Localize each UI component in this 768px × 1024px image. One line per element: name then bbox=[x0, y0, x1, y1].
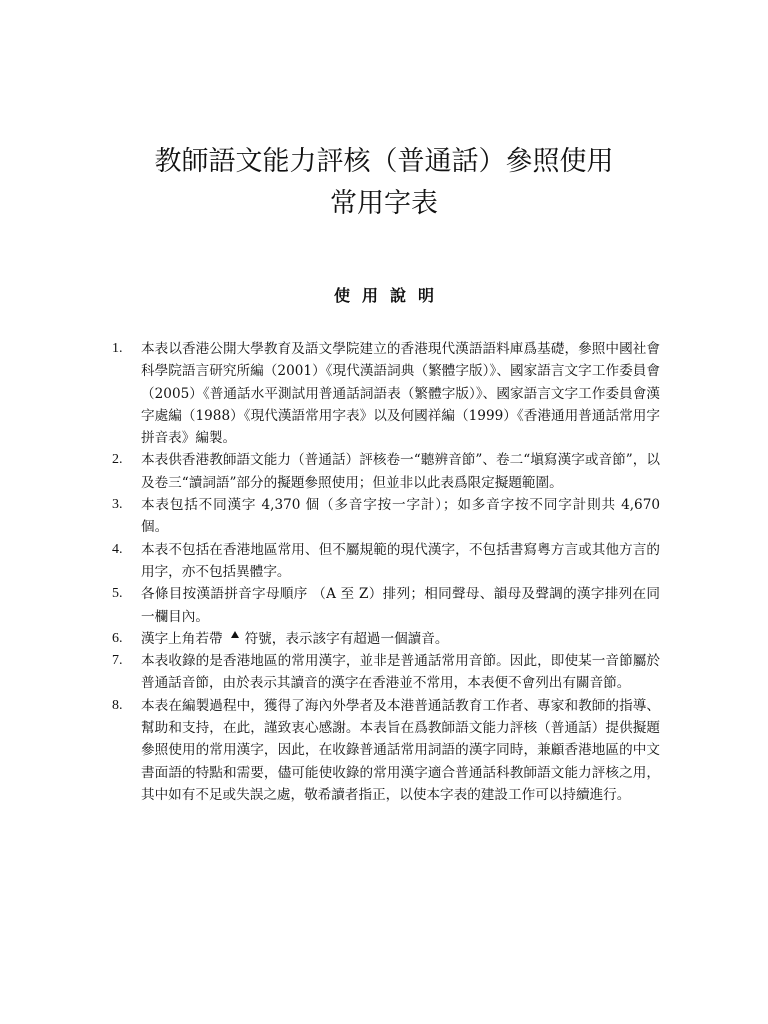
section-heading: 使用說明 bbox=[333, 286, 446, 305]
item-number: 6. bbox=[112, 630, 123, 646]
item-text: 本表不包括在香港地區常用、但不屬規範的現代漢字，不包括書寫粵方言或其他方言的用字，亦不包括異體字。 bbox=[141, 541, 660, 580]
triangle-marker-icon bbox=[231, 631, 239, 638]
item-number: 2. bbox=[112, 452, 123, 468]
page-title-line2: 常用字表 bbox=[330, 188, 438, 219]
item-text: 本表在編製過程中，獲得了海內外學者及本港普通話教育工作者、專家和教師的指導、幫助和支持，在此，謹致衷心感謝。本表旨在爲教師語文能力評核（普通話）提供擬題參照使用的常用漢字，因此，在收錄普通話常用詞語的漢字同時，兼顧香港地區的中文書面語的特點和需要，儘可能使收錄的常用漢字適合普通話科教師語文能力評核之用，其中如有不足或失誤之處，敬希讀者指正，以使本字表的建設工作可以持續進行。 bbox=[141, 697, 660, 803]
list-item bbox=[112, 539, 660, 584]
item-text-after: 符號，表示該字有超過一個讀音。 bbox=[244, 630, 449, 647]
item-number: 1. bbox=[112, 341, 123, 356]
item-text: 本表供香港教師語文能力（普通話）評核卷一“聽辨音節”、卷二“塡寫漢字或音節”，以及卷三“讀詞語”部分的擬題參照使用；但並非以此表爲限定擬題範圍。 bbox=[141, 452, 660, 491]
page-title-line1: 教師語文能力評核（普通話）參照使用 bbox=[154, 146, 614, 177]
list-item bbox=[112, 695, 660, 806]
item-number: 5. bbox=[112, 586, 123, 602]
list-item bbox=[112, 628, 660, 650]
item-text: 本表收錄的是香港地區的常用漢字，並非是普通話常用音節。因此，即使某一音節屬於普通話音節，由於表示其讀音的漢字在香港並不常用，本表便不會列出有關音節。 bbox=[141, 653, 660, 692]
item-number: 7. bbox=[112, 653, 123, 669]
item-text: 本表包括不同漢字 4,370 個（多音字按一字計）；如多音字按不同字計則共 4,670 個。 bbox=[141, 497, 660, 536]
list-item bbox=[112, 583, 660, 628]
item-number: 3. bbox=[112, 497, 123, 513]
item-number: 8. bbox=[112, 697, 123, 713]
item-text-before: 漢字上角若帶 bbox=[141, 630, 223, 647]
instructions-list bbox=[112, 338, 660, 806]
list-item bbox=[112, 449, 660, 494]
item-number: 4. bbox=[112, 541, 123, 557]
list-item bbox=[112, 494, 660, 539]
item-text: 本表以香港公開大學教育及語文學院建立的香港現代漢語語料庫爲基礎，參照中國社會科學院語言研究所編（2001）《現代漢語詞典（繁體字版）》、國家語言文字工作委員會（2005）《普通話水平測試用普通話詞語表（繁體字版）》、國家語言文字工作委員會漢字處編（1988）《現代漢語常用字表》以及何國祥編（1999）《香港通用普通話常用字拼音表》編製。 bbox=[141, 341, 660, 447]
list-item bbox=[112, 650, 660, 695]
list-item bbox=[112, 338, 660, 449]
item-text: 各條目按漢語拼音字母順序 （A 至 Z）排列；相同聲母、韻母及聲調的漢字排列在同一欄目內。 bbox=[141, 586, 660, 625]
